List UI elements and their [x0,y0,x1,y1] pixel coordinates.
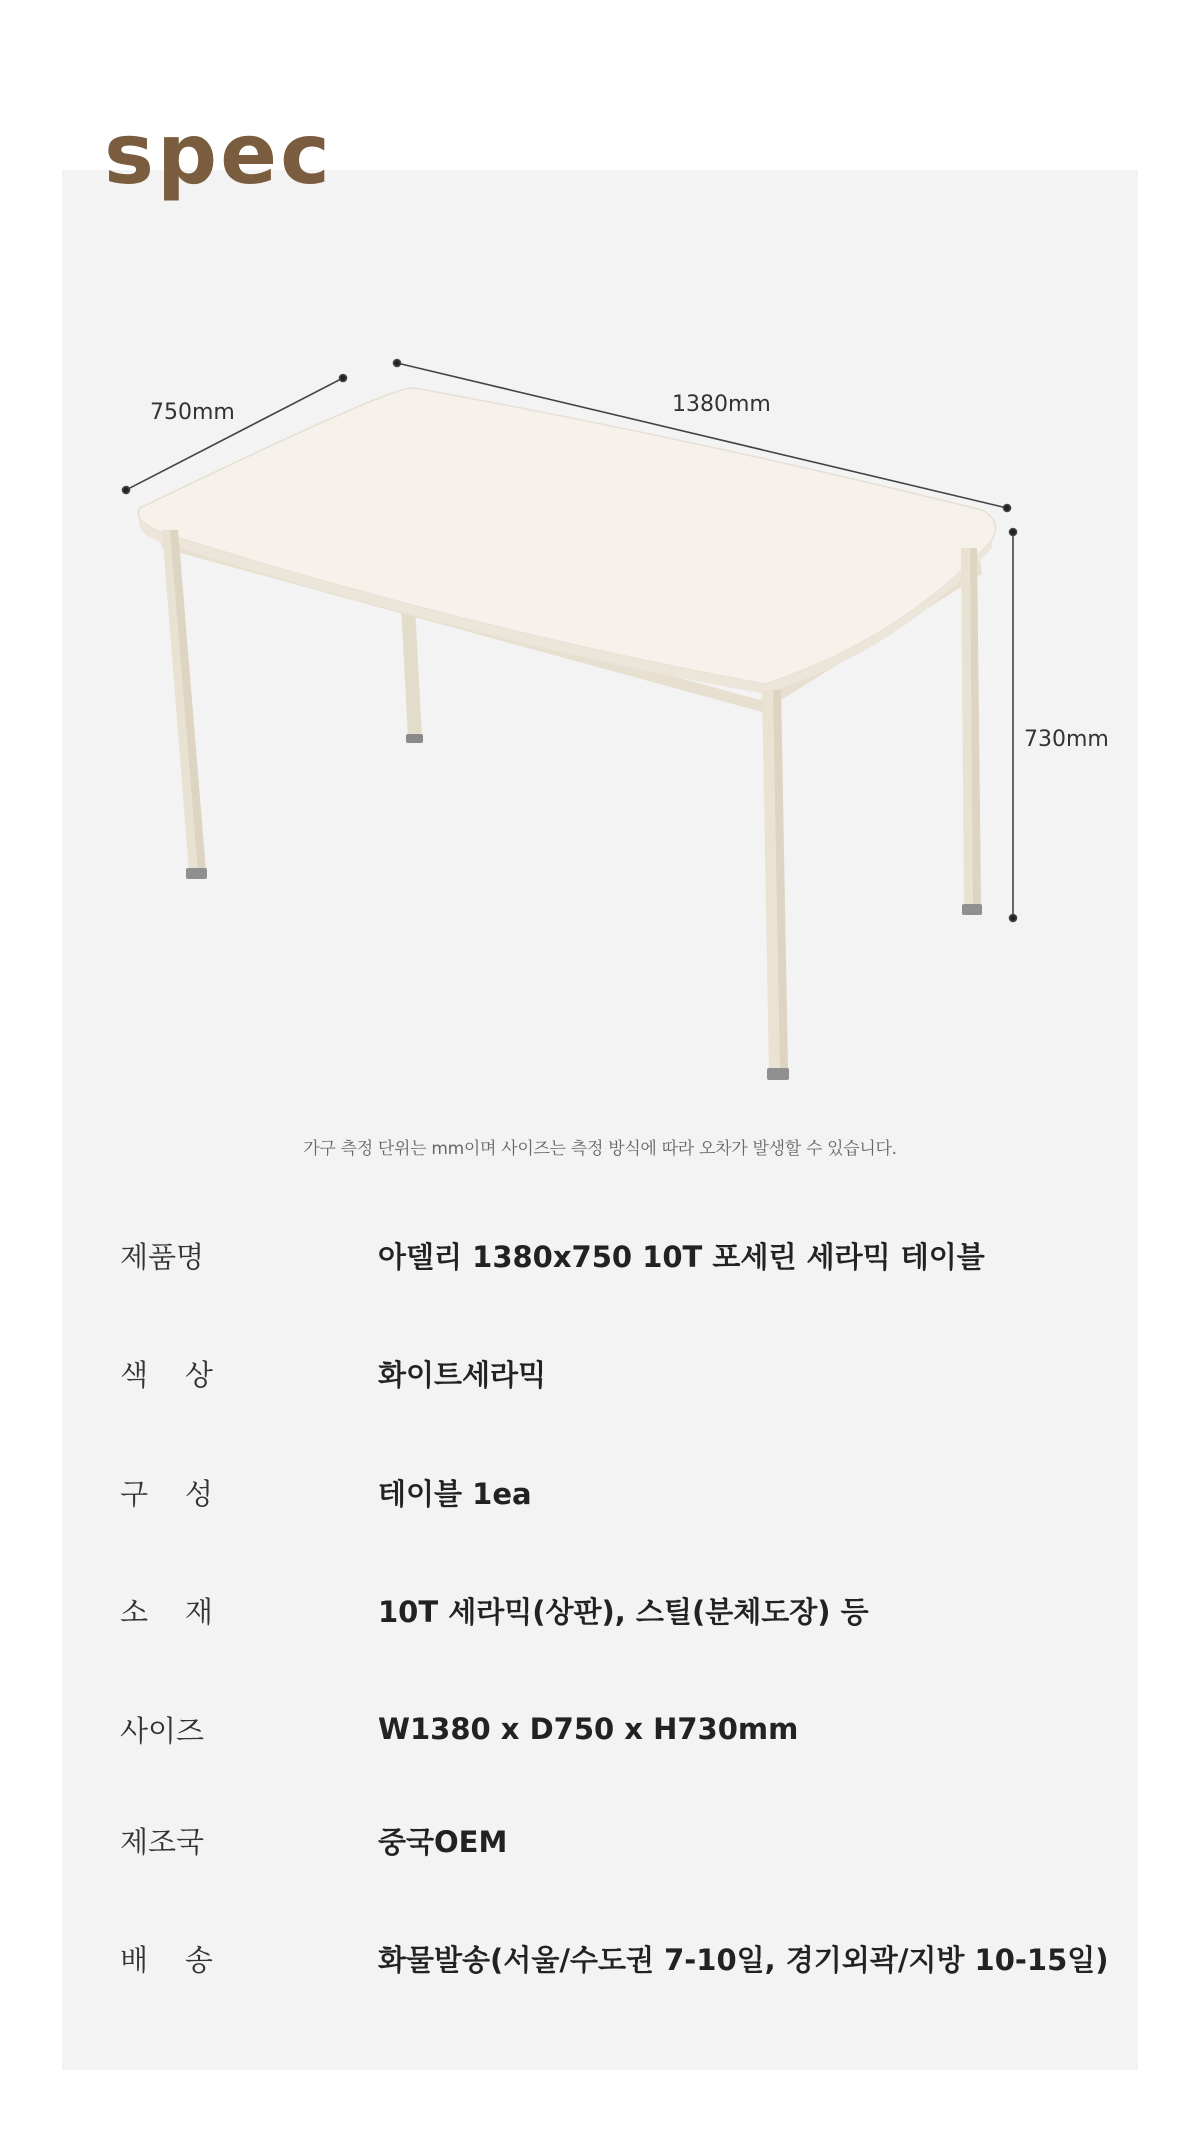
spec-row-origin [120,1815,1120,1865]
spec-value: 아델리 1380x750 10T 포세린 세라믹 테이블 [378,1239,985,1274]
spec-value: W1380 x D750 x H730mm [378,1712,799,1746]
spec-row-material [120,1585,1120,1635]
spec-key: 사이즈 [120,1713,205,1748]
spec-key: 제품명 [120,1239,205,1274]
spec-value: 중국OEM [378,1824,508,1859]
spec-key: 배 송 [120,1942,213,1977]
spec-value: 테이블 1ea [378,1476,532,1511]
spec-key: 제조국 [120,1824,205,1859]
measurement-notice: 가구 측정 단위는 mm이며 사이즈는 측정 방식에 따라 오차가 발생할 수 있습니다. [303,1139,897,1159]
page-title: spec [104,105,333,203]
back-legs [401,605,423,743]
spec-value: 화물발송(서울/수도권 7-10일, 경기외곽/지방 10-15일) [378,1942,1109,1977]
height-dimension-label: 730mm [1024,727,1109,752]
spec-row-size [120,1704,1120,1754]
spec-key: 소 재 [120,1594,213,1629]
spec-key: 색 상 [120,1357,213,1392]
width-dimension-label: 1380mm [672,392,771,417]
depth-dimension-label: 750mm [150,400,235,425]
spec-row-product-name [120,1230,1120,1280]
spec-value: 10T 세라믹(상판), 스틸(분체도장) 등 [378,1594,869,1629]
spec-row-color [120,1348,1120,1398]
spec-row-delivery [120,1933,1120,1983]
spec-row-composition [120,1467,1120,1517]
spec-key: 구 성 [120,1476,213,1511]
spec-value: 화이트세라믹 [378,1357,547,1392]
